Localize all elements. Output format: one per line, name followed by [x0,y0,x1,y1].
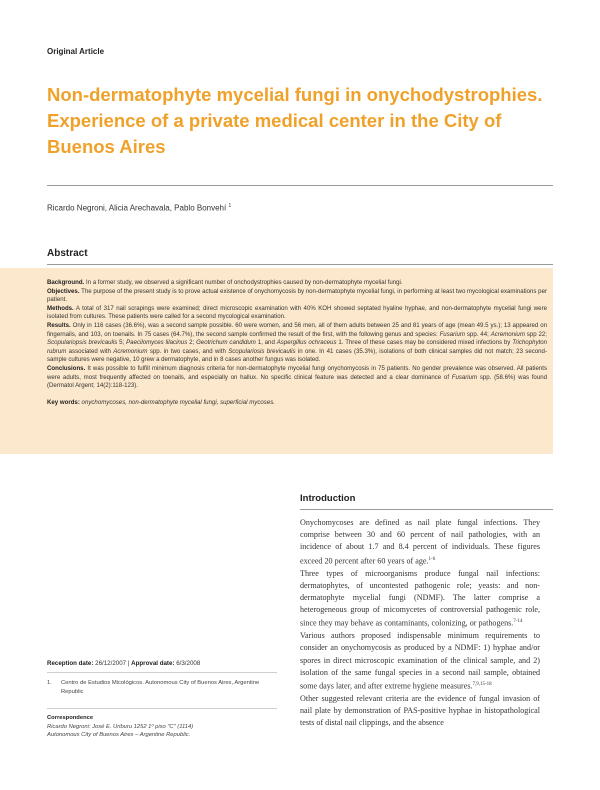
dates-line [47,660,200,667]
species-name: Trichophyton rubrum [47,339,547,355]
results-text: 1. Three of these cases may be considered mixed infections by [336,339,513,347]
background-text: In a former study, we observed a significant number of onchodystrophies caused by non-dermatophyte mycelial fungi. [84,279,403,286]
reception-date: 26/12/2007 [93,660,127,667]
correspondence-divider [47,708,277,709]
intro-paragraph [300,568,540,631]
introduction-heading: Introduction [300,493,356,504]
methods-label: Methods. [47,304,74,312]
abstract-methods [47,305,547,322]
correspondence-label: Correspondence [47,715,94,721]
results-text: 1, and [255,339,277,347]
species-name: Aspergillus ochraceus [276,339,337,347]
introduction-divider [300,509,553,510]
species-name: Fusarium [451,373,478,381]
abstract-results [47,322,547,365]
results-text: 2; [187,339,197,347]
reception-label: Reception date: [47,660,94,667]
article-title: Non-dermatophyte mycelial fungi in onychodystrophies. Experience of a private medical center in the City of Buenos Aires [47,84,543,157]
species-name: Fusarium [439,330,465,338]
background-label: Background. [47,279,85,286]
introduction-body [300,517,540,730]
intro-text: Various authors proposed indispensable minimum requirements to consider an onychomycosis as produced by a NDMF: 1) hyphae and/or spores in direct microscopic examination of the clinical sample, and 2) isolation of the same fungal species in a second nail sample, obtained some days later, and after extreme hygiene measures. [300,631,540,691]
correspondence [47,714,287,740]
intro-text: Other suggested relevant criteria are the evidence of fungal invasion of nail plate by demonstration of PAS-positive hyphae in histopathological tests of distal nail clippings, and the absence [300,693,540,728]
approval-label: Approval date: [131,660,175,667]
results-text: spp. 44; [464,330,491,338]
results-text: spp 22; [524,330,547,338]
affiliation-text: Centro de Estudios Micológicos. Autonomous City of Buenos Aires, Argentine Republic [61,680,260,695]
authors-names: Ricardo Negroni, Alicia Arechavala, Pablo Bonvehí [47,203,227,213]
abstract-heading: Abstract [47,248,88,259]
conclusions-text: spp. (58.6%) was found (Dermatol Argent; 14(2):118-123). [47,373,547,390]
intro-paragraph [300,630,540,693]
abstract-conclusions [47,365,547,391]
abstract-divider [47,264,553,265]
species-name: Scopulariosis brevicaulis [228,347,296,355]
species-name: Acremonium [490,330,525,338]
correspondence-city: Autonomous City of Buenos Aires – Argentine Republic. [47,732,191,738]
citation-marker: 7,9,15-18 [472,682,492,688]
methods-text: A total of 317 nail scrapings were examined; direct microscopic examination with 40% KOH showed septated hyaline hyphae, and non-dermatophyte mycelial fungi were isolated from cultures. These patients were called for a second mycological examination. [47,304,547,321]
results-text: in one. In 41 cases (35.3%), isolations of both clinical samples did not match; 23 second-sample cultures were negative, 10 grew a dermatophyte, and in 8 cases another fungus was isolated. [47,347,547,364]
results-text: spp. in two cases, and with [147,347,229,355]
results-text: 5; [117,339,127,347]
species-name: Scopulariopsis brevicaulis [47,339,118,347]
citation-marker: 1-6 [428,556,436,562]
correspondence-address: Ricardo Negroni: José E. Uriburu 1252 1º piso "C" (1114) [47,723,194,730]
affiliation [47,679,277,696]
approval-date: 6/3/2008 [174,660,201,667]
intro-text: Three types of microorganisms produce fungal nail infections: dermatophytes, of uncontested pathogenic role; yeasts: and non-dermatophyte mycelial fungi (NDMF). The latter comprise a heterogeneous group of micomycetes of controversial pathogenic role, since they may behave as contaminants, colonizing, or pathogens. [300,568,540,628]
abstract-background [47,279,547,288]
abstract-objectives [47,288,547,305]
authors-line [47,203,231,213]
objectives-text: The purpose of the present study is to prove actual existence of onychomycosis by non-dermatophyte mycelial fungi, in performing at least two mycological examinations per patient. [47,287,547,304]
citation-marker: 7-14 [513,619,523,625]
dates-separator: | [126,660,132,667]
species-name: Paecilomyces lilacinus [126,339,188,347]
section-label: Original Article [47,47,105,56]
results-text: Only in 116 cases (36.6%), was a second sample possible. 60 were women, and 56 men, all of them adults between 25 and 81 years of age (mean 49.5 ys.); 13 appeared on fingernails, and 103, on toenails. In 75 cases (64.7%), the second sample confirmed the result of the first, with the following genus and species: [47,321,547,338]
intro-text: Onychomycoses are defined as nail plate fungal infections. They comprise between 30 and 60 percent of nail pathologies, with an incidence of about 1.7 and 8.4 percent of individuals. These figures exceed 20 percent after 60 years of age. [300,518,540,566]
results-text: associated with [66,347,114,355]
conclusions-label: Conclusions. [47,364,86,372]
affiliation-number: 1. [47,680,52,686]
keywords-label: Key words: [47,398,80,406]
objectives-label: Objectives. [47,287,80,295]
dates-divider [47,672,277,673]
species-name: Acremonium [113,347,148,355]
authors-affiliation-marker: 1 [228,203,232,209]
conclusions-text: It was possible to fulfill minimum diagnosis criteria for non-dermatophyte mycelial fungi onychomycosis in 75 patients. No gender prevalence was observed. All patients were adults, most frequently affected on toenails, and especially on hallux. No specific clinical feature was detected and a clear dominance of [47,364,547,381]
results-label: Results. [47,321,71,329]
intro-paragraph [300,693,540,730]
title-divider [47,185,553,186]
species-name: Geotrichum candidum [196,339,256,347]
intro-paragraph [300,517,540,568]
abstract-body [47,279,547,407]
keywords-text: onychomycoses, non-dermatophyte mycelial fungi, superficial mycoses. [79,398,275,406]
abstract-keywords [47,399,547,408]
